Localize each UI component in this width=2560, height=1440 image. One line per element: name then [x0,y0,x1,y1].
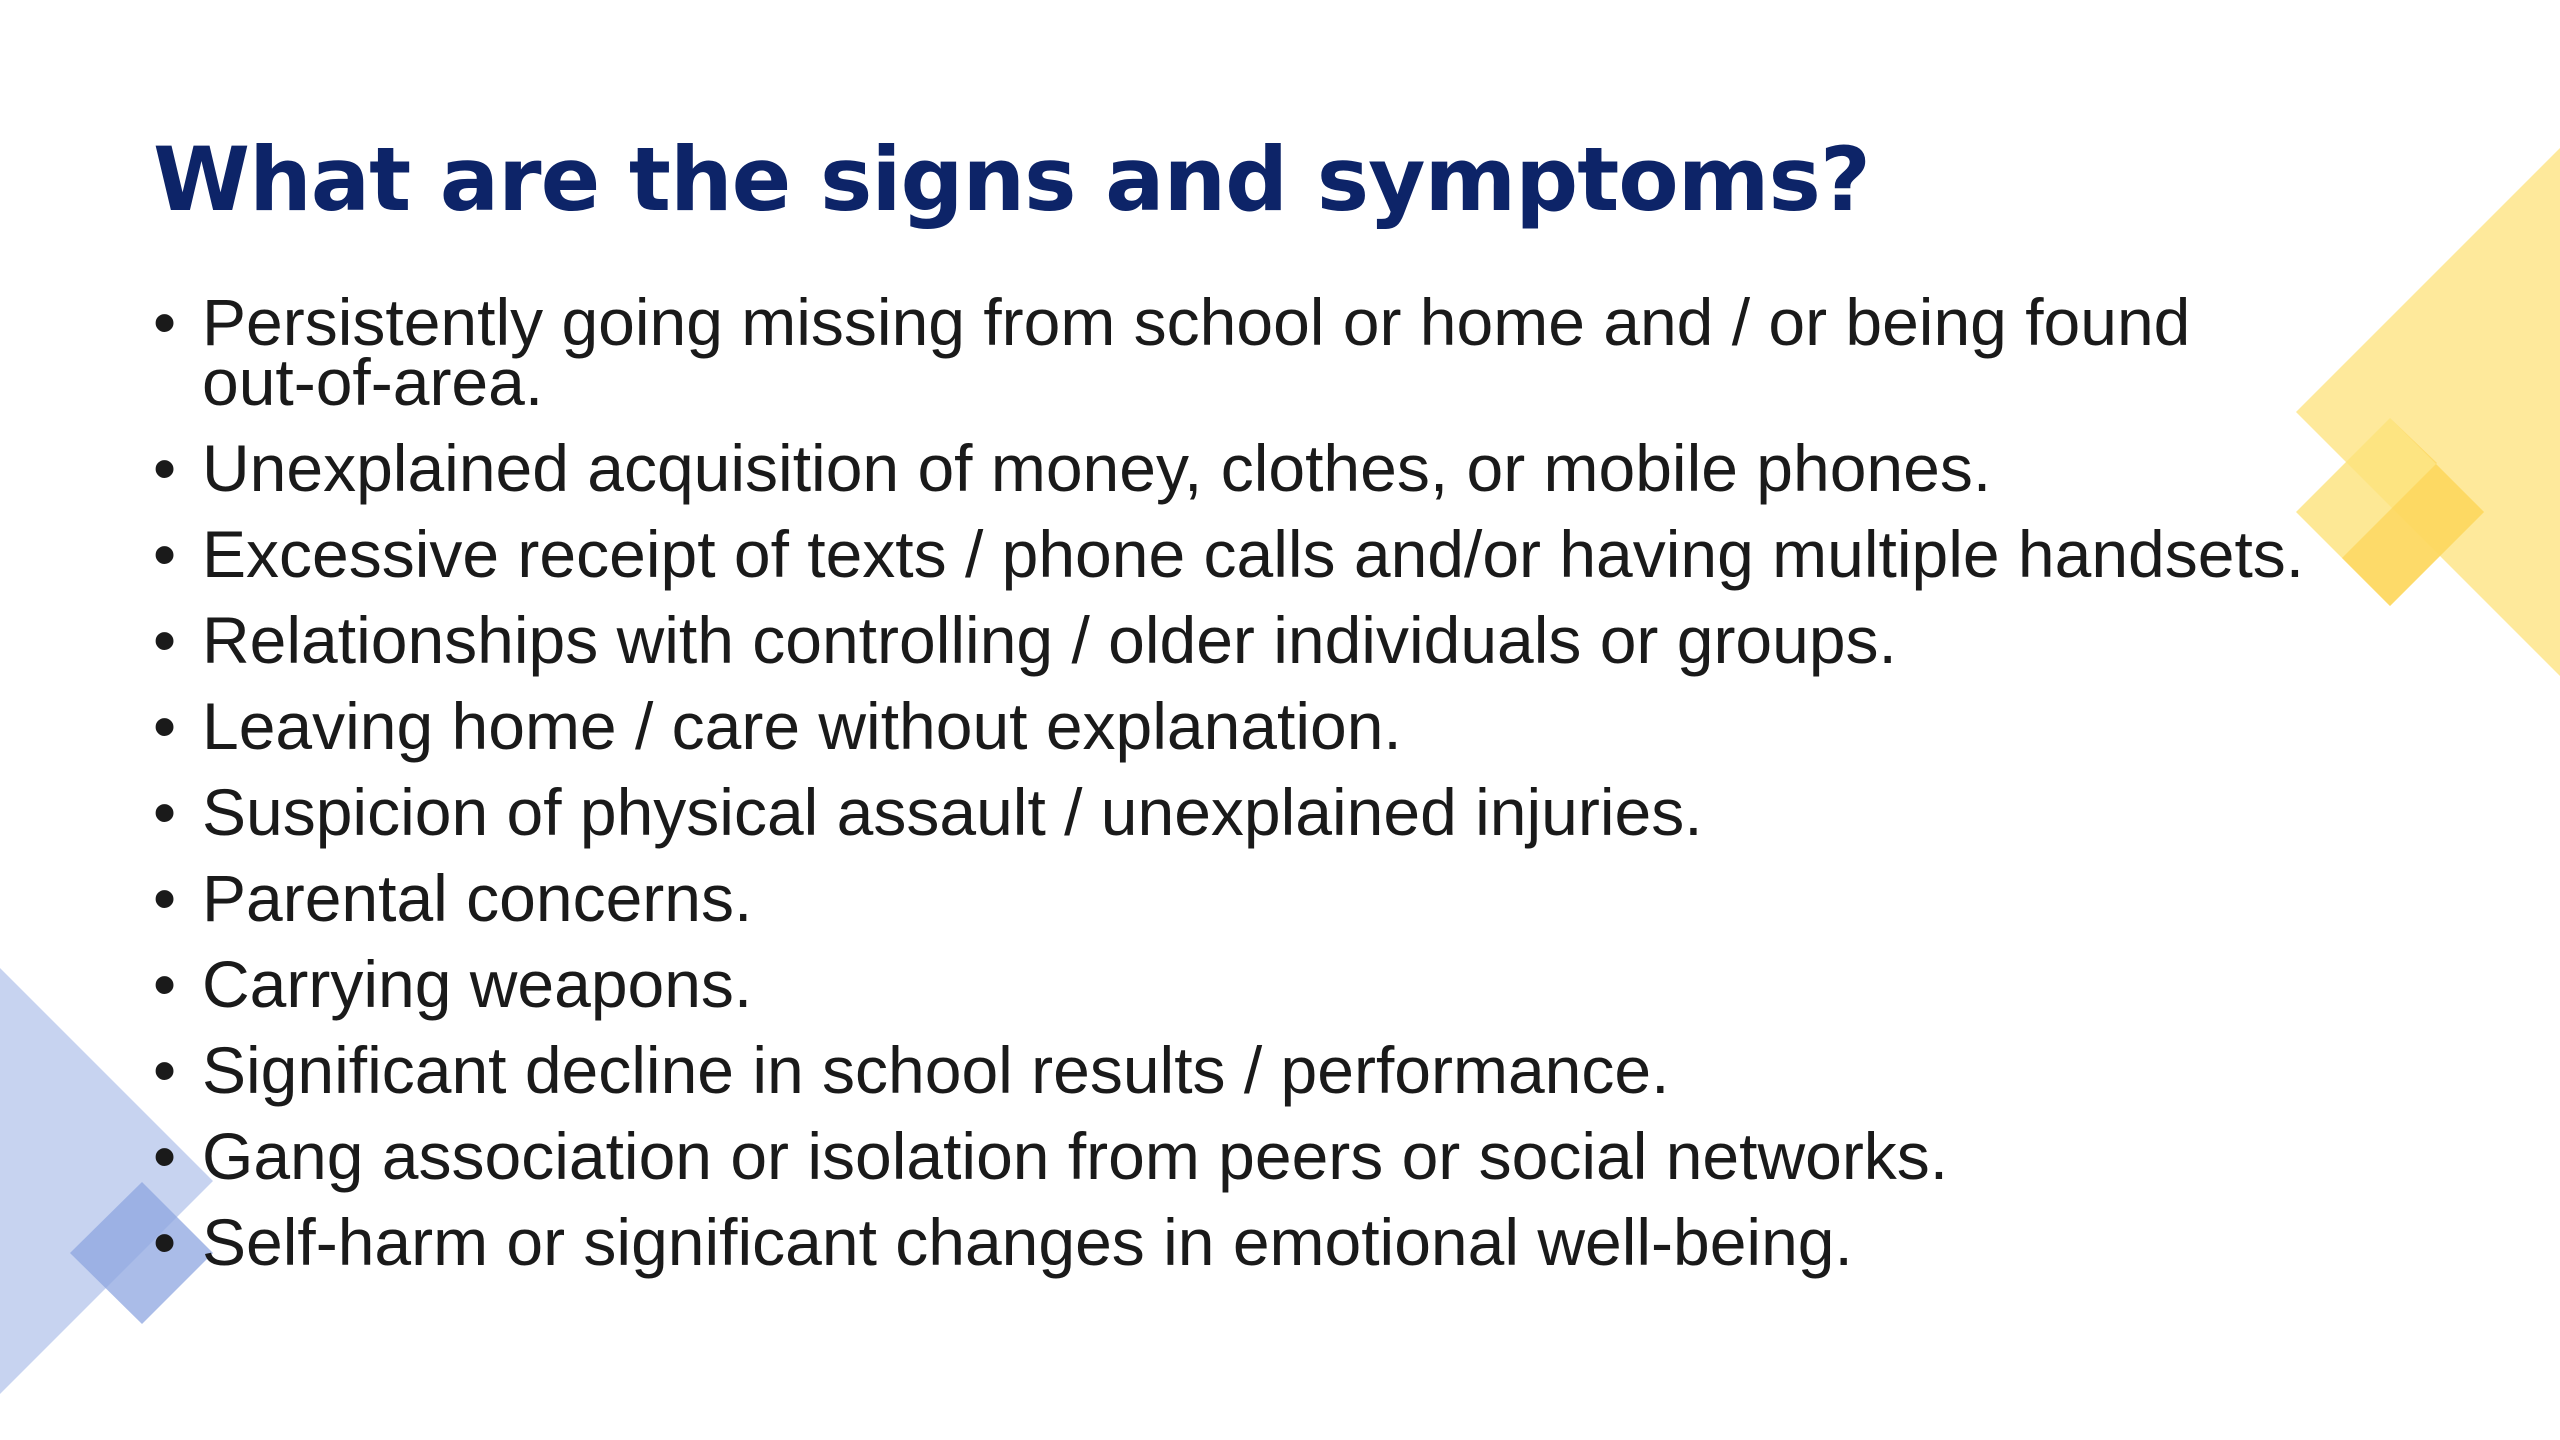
list-item-text: Unexplained acquisition of money, clothes, or mobile phones. [202,431,1992,505]
list-item-text: Carrying weapons. [202,947,753,1021]
list-item-text: Excessive receipt of texts / phone calls and/or having multiple handsets. [202,517,2305,591]
bullet-point: • [153,1033,177,1107]
list-item [153,947,2322,1021]
list-item-text: Gang association or isolation from peers or social networks. [202,1119,1949,1193]
slide-title: What are the signs and symptoms? [153,128,1870,231]
bullet-point: • [153,1119,177,1193]
list-item [153,689,2322,763]
yellow-diamond-large [2296,148,2560,676]
list-item [153,1205,2322,1279]
list-item [153,431,2322,505]
bullet-point: • [153,1205,177,1279]
bullet-point: • [153,775,177,849]
bullet-point: • [153,689,177,763]
list-item [153,517,2322,591]
list-item-text: Significant decline in school results / performance. [202,1033,1670,1107]
list-item-text: Suspicion of physical assault / unexplained injuries. [202,775,1703,849]
list-item-text: Parental concerns. [202,861,753,935]
list-item-text: Self-harm or significant changes in emotional well-being. [202,1205,1853,1279]
list-item [153,861,2322,935]
list-item [153,285,2322,419]
list-item [153,775,2322,849]
list-item-text: Relationships with controlling / older individuals or groups. [202,603,1897,677]
list-item [153,603,2322,677]
list-item-text: Leaving home / care without explanation. [202,689,1402,763]
bullet-point: • [153,431,177,505]
bullet-point: • [153,517,177,591]
bullet-point: • [153,861,177,935]
list-item-text: Persistently going missing from school or home and / or being found out-of-area. [202,285,2191,419]
bullet-point: • [153,603,177,677]
symptoms-list [153,285,2322,1298]
list-item [153,1033,2322,1107]
bullet-point: • [153,947,177,1021]
bullet-point: • [153,285,177,359]
list-item [153,1119,2322,1193]
